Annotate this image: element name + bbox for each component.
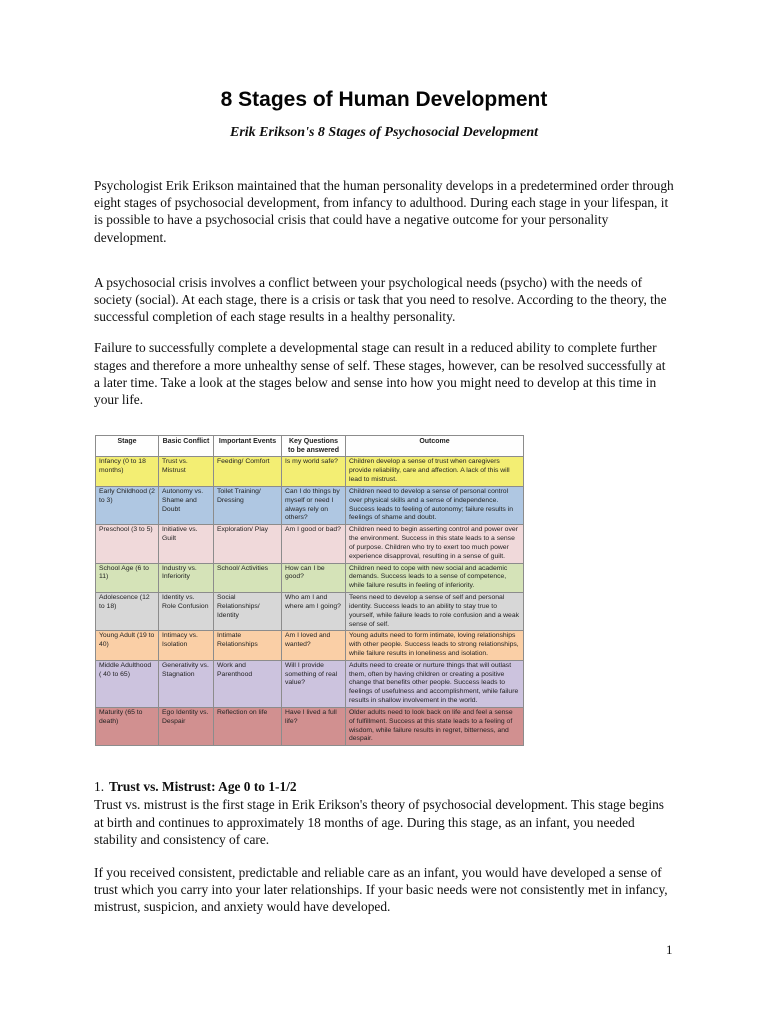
- table-row-infancy: [96, 457, 524, 486]
- table-cell: Young adults need to form intimate, loving relationships with other people. Success leads to strong relationships, while failure results in loneliness and isolation.: [346, 631, 524, 660]
- table-cell: Initiative vs. Guilt: [159, 525, 214, 563]
- table-cell: Am I good or bad?: [282, 525, 346, 563]
- intro-paragraph-1: Psychologist Erik Erikson maintained that the human personality develops in a predetermined order through eight stages of psychosocial development, from infancy to adulthood. During each stage in your lifespan, it is possible to have a psychosocial crisis that could have a negative outcome for your personality development.: [94, 178, 674, 245]
- table-row-maturity: [96, 707, 524, 745]
- column-header-2: Important Events: [214, 436, 282, 457]
- table-row-preschool: [96, 525, 524, 563]
- section-1-number: 1.: [94, 779, 105, 795]
- table-row-middle-adulthood: [96, 660, 524, 707]
- table-cell: Children need to develop a sense of personal control over physical skills and a sense of independence. Success leads to feeling of autonomy; failure results in feelings of shame and doubt.: [346, 486, 524, 524]
- column-header-1: Basic Conflict: [159, 436, 214, 457]
- table-cell: Maturity (65 to death): [96, 707, 159, 745]
- intro-paragraph-2: A psychosocial crisis involves a conflict between your psychological needs (psycho) with the needs of society (social). At each stage, there is a crisis or task that you need to resolve. According to the theory, the successful completion of each stage results in a healthy personality.: [94, 274, 667, 325]
- table-head: [96, 436, 524, 457]
- table-row-school-age: [96, 563, 524, 592]
- column-header-3: Key Questions to be answered: [282, 436, 346, 457]
- table-body: [96, 457, 524, 746]
- table-row-young-adult: [96, 631, 524, 660]
- table-cell: Children need to cope with new social and academic demands. Success leads to a sense of competence, while failure results in feeling of inferiority.: [346, 563, 524, 592]
- table-cell: Ego Identity vs. Despair: [159, 707, 214, 745]
- erikson-stages-table: [95, 435, 524, 746]
- column-header-4: Outcome: [346, 436, 524, 457]
- page-number: 1: [666, 942, 673, 957]
- table-cell: Early Childhood (2 to 3): [96, 486, 159, 524]
- table-cell: Teens need to develop a sense of self and personal identity. Success leads to an ability to stay true to yourself, while failure leads to role confusion and a weak sense of self.: [346, 593, 524, 631]
- table-header-row: [96, 436, 524, 457]
- table-cell: How can I be good?: [282, 563, 346, 592]
- table-cell: Have I lived a full life?: [282, 707, 346, 745]
- table-cell: Children need to begin asserting control and power over the environment. Success in this state leads to a sense of purpose. Children who try to exert too much power experience disapproval, resulting in a sense of guilt.: [346, 525, 524, 563]
- table-cell: Identity vs. Role Confusion: [159, 593, 214, 631]
- table-cell: Can I do things by myself or need I always rely on others?: [282, 486, 346, 524]
- table-cell: Trust vs. Mistrust: [159, 457, 214, 486]
- table-cell: Industry vs. Inferiority: [159, 563, 214, 592]
- table-cell: Social Relationships/ Identity: [214, 593, 282, 631]
- table-cell: Intimacy vs. Isolation: [159, 631, 214, 660]
- table-cell: Middle Adulthood ( 40 to 65): [96, 660, 159, 707]
- table-cell: Adolescence (12 to 18): [96, 593, 159, 631]
- table-cell: Exploration/ Play: [214, 525, 282, 563]
- table-cell: Am I loved and wanted?: [282, 631, 346, 660]
- page-subtitle: Erik Erikson's 8 Stages of Psychosocial Development: [230, 125, 538, 140]
- table-cell: School Age (6 to 11): [96, 563, 159, 592]
- section-1-title: Trust vs. Mistrust: Age 0 to 1-1/2: [109, 779, 297, 795]
- section-1-paragraph-1: Trust vs. mistrust is the first stage in Erik Erikson's theory of psychosocial development. This stage begins at birth and continues to approximately 18 months of age. During this stage, as an infant, you needed stability and consistency of care.: [94, 797, 664, 847]
- table-cell: Work and Parenthood: [214, 660, 282, 707]
- table-cell: Generativity vs. Stagnation: [159, 660, 214, 707]
- table-cell: Intimate Relationships: [214, 631, 282, 660]
- table-cell: School/ Activities: [214, 563, 282, 592]
- table-cell: Autonomy vs. Shame and Doubt: [159, 486, 214, 524]
- table-cell: Young Adult (19 to 40): [96, 631, 159, 660]
- table-cell: Who am I and where am I going?: [282, 593, 346, 631]
- table-cell: Adults need to create or nurture things that will outlast them, often by having children or creating a positive change that benefits other people. Success leads to feelings of usefulness and accomplishment, while failure results in shallow involvement in the world.: [346, 660, 524, 707]
- page-title: 8 Stages of Human Development: [220, 88, 548, 111]
- table-cell: Will I provide something of real value?: [282, 660, 346, 707]
- intro-paragraph-3: Failure to successfully complete a developmental stage can result in a reduced ability to complete further stages and therefore a more unhealthy sense of self. These stages, however, can be resolved successfully at a later time. Take a look at the stages below and sense into how you might need to develop at this time in your life.: [94, 340, 666, 408]
- table-cell: Feeding/ Comfort: [214, 457, 282, 486]
- table-cell: Infancy (0 to 18 months): [96, 457, 159, 486]
- table-cell: Toilet Training/ Dressing: [214, 486, 282, 524]
- table-row-early-childhood: [96, 486, 524, 524]
- table-cell: Reflection on life: [214, 707, 282, 745]
- table-cell: Older adults need to look back on life and feel a sense of fulfillment. Success at this state leads to a feeling of wisdom, while failure results in regret, bitterness, and despair.: [346, 707, 524, 745]
- table-cell: Is my world safe?: [282, 457, 346, 486]
- section-1-heading: [94, 778, 674, 795]
- column-header-0: Stage: [96, 436, 159, 457]
- section-1-paragraph-2: If you received consistent, predictable and reliable care as an infant, you would have developed a sense of trust which you carry into your later relationships. If your basic needs were not consistently met in infancy, mistrust, suspicion, and anxiety would have developed.: [94, 865, 668, 915]
- table-row-adolescence: [96, 593, 524, 631]
- table-cell: Children develop a sense of trust when caregivers provide reliability, care and affection. A lack of this will lead to mistrust.: [346, 457, 524, 486]
- table-cell: Preschool (3 to 5): [96, 525, 159, 563]
